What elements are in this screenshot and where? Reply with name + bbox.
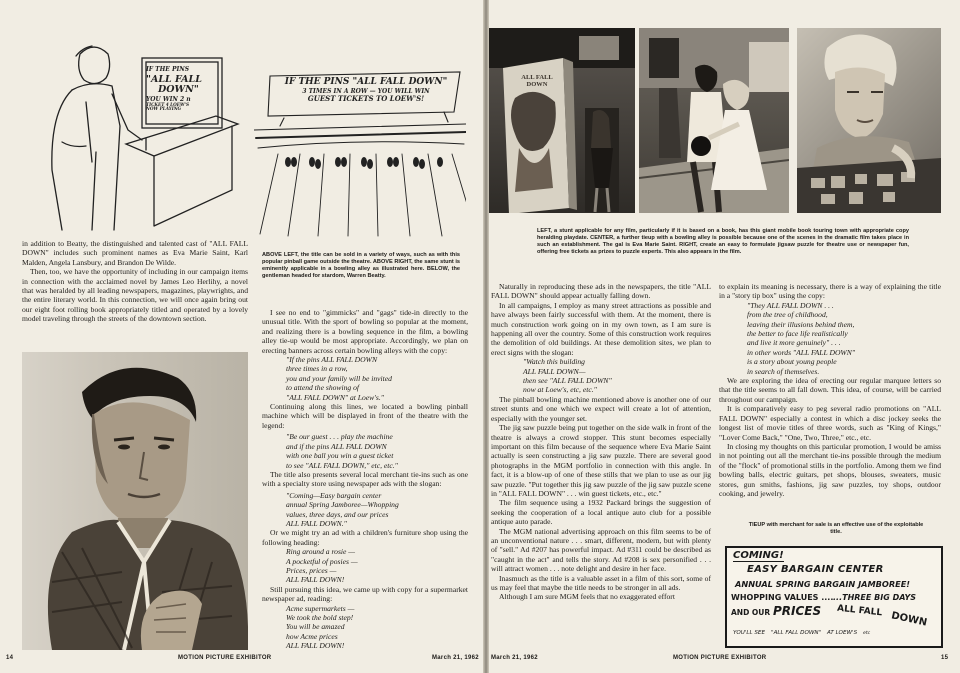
paragraph: Still pursuing this idea, we came up with copy for a supermarket newspaper ad, reading: [262, 584, 468, 604]
ad-line-days: ...THREE BIG DAYS [833, 593, 917, 602]
warren-beatty-photo [22, 352, 248, 650]
ad-line-values: WHOPPING VALUES .... [731, 593, 834, 602]
sign-line-3: DOWN" [158, 83, 199, 95]
left-col-2-text [262, 308, 468, 651]
issue-date-left: March 21, 1962 [432, 655, 479, 661]
bowling-alley-photo [639, 28, 789, 213]
paragraph: The jig saw puzzle being put together on the side walk in front of the theatre is always a crowd stopper. This stunt becomes especially important on this film because of the sequence where Eva Marie Saint actually is seen constructing a jig saw puzzle. There are several good photographs in the MGM portfolio in connection with this angle. In fact, it is a blow-up of one of these stills that we plan to use as our jig saw puzzle. "Put together this jig saw puzzle of the jig saw puzzle scene in "ALL FALL DOWN" . . . win guest tickets, etc., etc." [491, 423, 711, 498]
verse: Acme supermarkets — We took the bold step! You will be amazed how Acme prices ALL FALL DOWN! [286, 603, 355, 651]
paragraph: Although I am sure MGM feels that no exaggerated effort [499, 592, 675, 602]
ad-line-jamboree: ANNUAL SPRING BARGAIN JAMBOREE! [735, 579, 911, 589]
page-number-right: 15 [941, 655, 949, 661]
sign-line-2: "ALL FALL [146, 74, 202, 85]
paragraph: We are exploring the idea of erecting our regular marquee letters so that the title seems to all fall down. This idea, of course, will be carried throughout our campaign. [719, 376, 941, 404]
pinball-drawing [26, 32, 244, 232]
ad-line-and-our: AND OUR [731, 608, 771, 617]
bowling-photo-drawing [639, 28, 789, 213]
paragraph: in addition to Beatty, the distinguished and talented cast of "ALL FALL DOWN" includes such prominent names as Eva Marie Saint, Karl Malden, Angela Lansbury, and Brandon De Wilde. [22, 239, 248, 267]
paragraph: The MGM national advertising approach on this film seems to be of an unconventional nature . . . smart, different, modern, but with plenty of "sell." Ad #207 has powerful impact. Ad #311 could be described as "caught in the act" and tells the story. Ad #208 is sex personified . . . will attract women . . . note delight and desire in her face. [491, 526, 711, 574]
magazine-name-left: MOTION PICTURE EXHIBITOR [178, 655, 272, 661]
ad-line-down: DOWN [890, 610, 928, 629]
issue-date-right: March 21, 1962 [491, 655, 538, 661]
puzzle-photo-drawing [797, 28, 941, 213]
book-photo-drawing [489, 28, 635, 213]
ad-line-etc: etc [863, 631, 871, 636]
paragraph: Inasmuch as the title is a valuable asset in a film of this sort, some of us may feel that maybe the title needs to be stronger in all ads. [491, 573, 711, 592]
sign-line-1: IF THE PINS [146, 66, 190, 73]
sign-line-4: YOU WIN 2 n [146, 96, 191, 103]
paragraph: I see no end to "gimmicks" and "gags" tide-in directly to the unusual title. With the sport of bowling so popular at the moment, and realizing there is a bowling sequence in the film, a bowling alley tie-up would be most appropriate. Accordingly, we plan on erecting banners across certain bowling alleys with the copy: [262, 308, 468, 355]
left-caption: ABOVE LEFT, the title can be sold in a variety of ways, such as with this popular pinball game outside the theatre. ABOVE RIGHT, the same stunt is eminently applicable in a bowling alley as illustrated here. BELOW, the gentleman headed for stardom, Warren Beatty. [262, 252, 460, 279]
paragraph: In closing my thoughts on this particular promotion, I would be amiss in not pointing out all the merchant tie-ins possible through the medium of the "flock" of promotional stills in the portfolio. Among them we find bowling balls, electric guitars, pet shops, blouses, sweaters, music stores, gun smiths, fashions, jig saw puzzles, toy shops, outdoor cooking, and jewelry. [719, 441, 941, 498]
ad-line-title: "ALL FALL DOWN" [771, 630, 822, 636]
verse: "They ALL FALL DOWN . . . from the tree of childhood, leaving their illusions behind them, the better to face life realistically and live it more genuinely" . . . in other words "ALL FALL DOWN" is a story about young people in search of themselves. [747, 300, 856, 376]
verse: "Watch this building ALL FALL DOWN— then see "ALL FALL DOWN" now at Loew's, etc, etc." [523, 357, 612, 395]
right-col-1-text [491, 282, 711, 602]
ad-line-prices: PRICES [773, 604, 822, 618]
sign-line-5: TICKET 4 LOEW'S [146, 102, 189, 107]
paragraph: The pinball bowling machine mentioned above is another one of our street stunts and one which we expect will create a lot of attention, especially with the younger set. [491, 394, 711, 423]
jigsaw-puzzle-photo [797, 28, 941, 213]
paragraph: Naturally in reproducing these ads in the newspapers, the title "ALL FALL DOWN" should appear actually falling down. [491, 282, 711, 301]
ad-line-youll-see: YOU'LL SEE [733, 630, 765, 636]
ad-line-coming: COMING! [733, 550, 784, 561]
paragraph: Continuing along this lines, we located a bowling pinball machine which will be displayed in front of the theatre with the legend: [262, 402, 468, 430]
magazine-name-right: MOTION PICTURE EXHIBITOR [673, 655, 767, 661]
banner-line-3: GUEST TICKETS TO LOEW'S! [307, 94, 425, 103]
ad-line-store: EASY BARGAIN CENTER [747, 564, 884, 575]
giant-book-photo [489, 28, 635, 213]
ad-line-all-fall: ALL FALL [836, 603, 883, 619]
paragraph: It is comparatively easy to peg several radio promotions on "ALL FALL DOWN" especially a contest in which a disc jockey seeks the longest list of movie titles of three words, such as "King of Kings," "Lover Come Back," "One, Two, Three," etc., etc. [719, 404, 941, 442]
merchant-caption: TIEUP with merchant for sale is an effective use of the exploitable title. [748, 522, 924, 535]
right-col-2-text [719, 282, 941, 498]
ad-line-loews: AT LOEW'S [827, 630, 858, 636]
paragraph: In all campaigns, I employ as many street attractions as possible and have always been fairly successful with them. At the moment, there is much construction work going on in my own town, as I am sure is happening all over the country. Some of this construction work requires the demolition of old buildings. At these demolition sites, we plan to erect signs with the slogan: [491, 300, 711, 357]
verse: "Be our guest . . . play the machine and if the pins ALL FALL DOWN with one ball you win a guest ticket to see "ALL FALL DOWN," etc, etc." [286, 432, 398, 470]
page-number-left: 14 [6, 655, 14, 661]
portrait-drawing [22, 352, 248, 650]
verse: Ring around a rosie — A pocketful of posies — Prices, prices — ALL FALL DOWN! [286, 547, 358, 585]
merchant-ad-box [725, 546, 943, 648]
right-top-caption: LEFT, a stunt applicable for any film, particularly if it is based on a book, has this giant mobile book touring town with appropriate copy heralding playdate. CENTER, a further tieup with a bowling alley is possible because one of the scenes in the dramatic film takes place in such an establishment. The gal is Eva Marie Saint. RIGHT, create an easy to formulate jigsaw puzzle for theatre use or newspaper fun, offering free tickets as prizes to puzzle experts. This also appears in the film. [537, 228, 909, 255]
banner-line-1: IF THE PINS "ALL FALL DOWN" [284, 77, 448, 87]
paragraph: Or we might try an ad with a children's furniture shop using the following heading: [262, 528, 468, 547]
verse: "If the pins ALL FALL DOWN three times in a row, you and your family will be invited to attend the showing of "ALL FALL DOWN" at Loew's." [286, 355, 392, 402]
right-page [489, 0, 960, 673]
banner-line-2: 3 TIMES IN A ROW — YOU WILL WIN [302, 88, 430, 95]
paragraph: Then, too, we have the opportunity of including in our campaign items in connection with the acclaimed novel by James Leo Herlihy, a novel that was heralded by all leading newspapers, magazines, playwrights, and the entire literary world. In this connection, we will once again bring out our eight foot rolling book appropriately titled and operated by a lovely model traveling through the streets of the downtown section. [22, 267, 248, 324]
verse: "Coming—Easy bargain center annual Spring Jamboree—Whopping values, three days, and our prices ALL FALL DOWN." [286, 490, 399, 528]
book-title-text: ALL FALL DOWN [521, 74, 553, 88]
paragraph: to explain its meaning is necessary, there is a way of explaining the title in a "story tip box" using the copy: [719, 282, 941, 301]
paragraph: The film sequence using a 1932 Packard brings the suggestion of seeking the cooperation of a local antique auto club for a possible antique auto parade. [491, 498, 711, 527]
sign-line-6: NOW PLAYING [146, 106, 182, 112]
paragraph: The title also presents several local merchant tie-ins such as one with a specialty store using newspaper ads with the slogan: [262, 469, 468, 489]
bowling-alley-sketch [254, 62, 466, 238]
left-col-1-text [22, 239, 248, 324]
pinball-sketch [26, 32, 244, 232]
